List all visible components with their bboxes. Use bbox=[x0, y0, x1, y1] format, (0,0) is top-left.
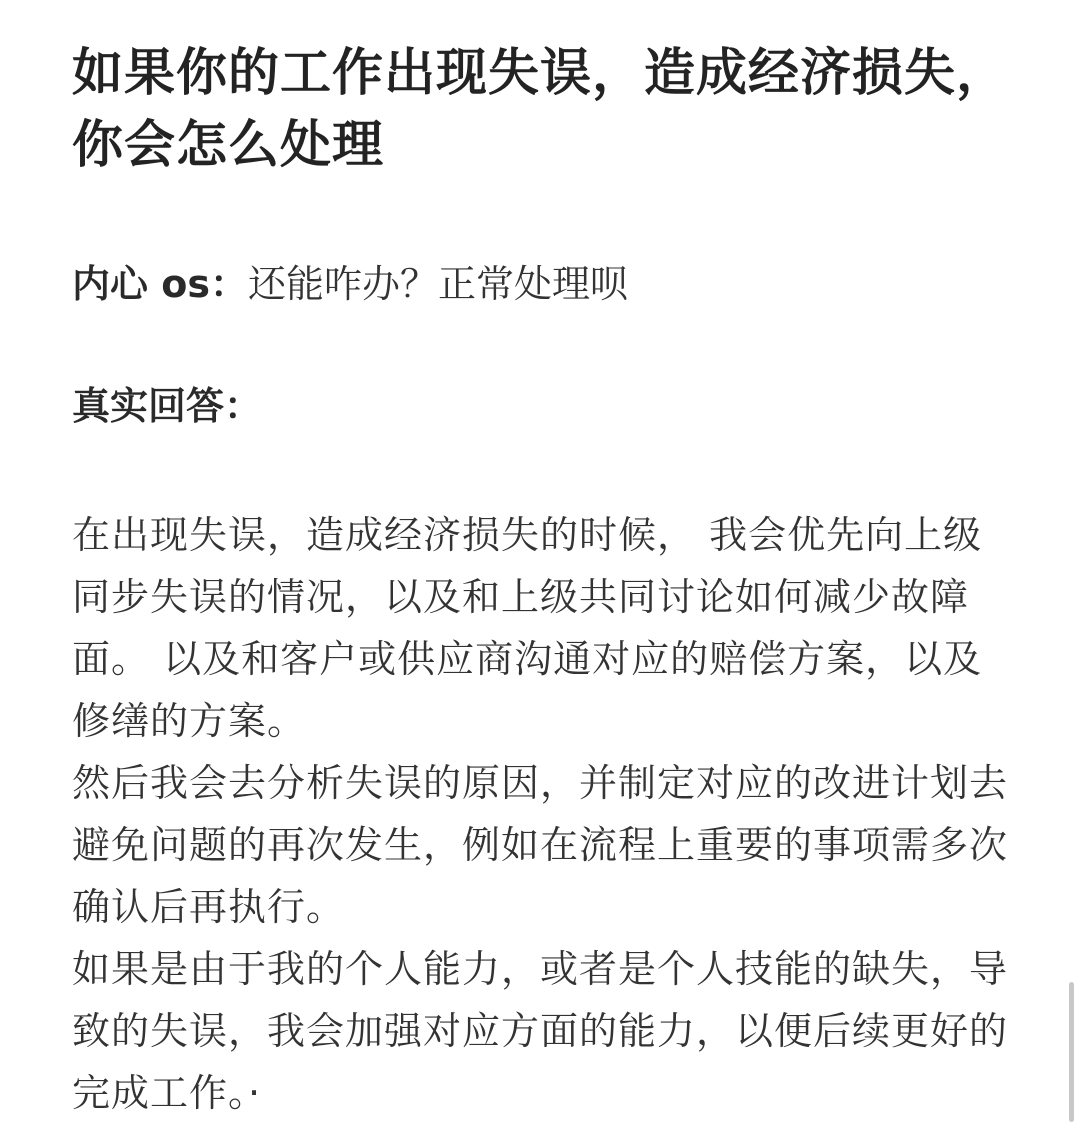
answer-body bbox=[72, 504, 1012, 1124]
article bbox=[72, 0, 1012, 1124]
answer-paragraph: 在出现失误，造成经济损失的时候， 我会优先向上级同步失误的情况，以及和上级共同讨论如何减少故障面。 以及和客户或供应商沟通对应的赔偿方案，以及修缮的方案。 bbox=[72, 513, 983, 743]
vertical-scrollbar[interactable] bbox=[1069, 982, 1074, 1122]
article-title: 如果你的工作出现失误，造成经济损失，你会怎么处理 bbox=[72, 44, 1009, 175]
answer-paragraph: 如果是由于我的个人能力，或者是个人技能的缺失，导致的失误，我会加强对应方面的能力，以便后续更好的完成工作。· bbox=[72, 947, 1009, 1115]
inner-os-text: 还能咋办？正常处理呗 bbox=[247, 262, 628, 306]
answer-paragraph: 然后我会去分析失误的原因，并制定对应的改进计划去避免问题的再次发生，例如在流程上重要的事项需多次确认后再执行。 bbox=[72, 761, 1009, 929]
inner-os-label: 内心 os： bbox=[72, 262, 248, 306]
inner-os-line bbox=[72, 258, 1012, 310]
answer-heading: 真实回答： bbox=[72, 384, 263, 428]
